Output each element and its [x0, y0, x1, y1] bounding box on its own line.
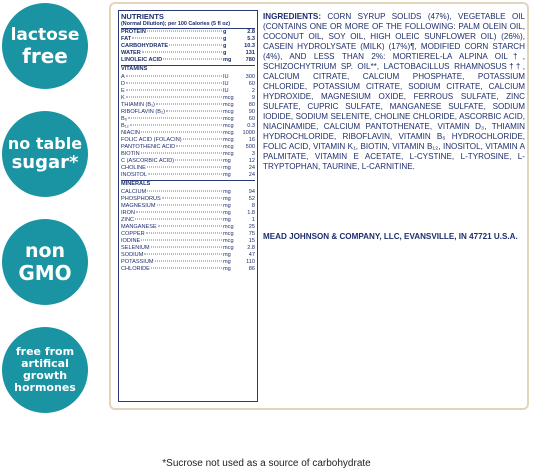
badge-text: GMO: [18, 260, 72, 285]
nutrient-value: 780: [245, 57, 255, 64]
dot-leader: [126, 96, 222, 97]
nutrient-name: COPPER: [121, 230, 145, 237]
dot-leader: [144, 253, 222, 254]
nutrient-row: [121, 116, 255, 123]
dot-leader: [130, 124, 222, 125]
nutrient-row: [121, 259, 255, 266]
nutrient-value: 90: [248, 108, 255, 115]
nutrient-unit: g: [223, 43, 227, 50]
dot-leader: [169, 45, 222, 46]
nutrient-value: 12: [248, 158, 255, 165]
nutrient-value: 110: [246, 259, 255, 265]
hormone-free-badge: [2, 327, 88, 413]
nutrient-value: 15: [248, 237, 255, 244]
nutrient-unit: mcg: [223, 151, 234, 158]
nutrient-row: [121, 196, 255, 203]
nutrient-value: 47: [248, 251, 255, 258]
nutrient-value: 1.8: [247, 209, 255, 216]
nutrient-name: E: [121, 87, 125, 94]
nutrient-value: 80: [248, 101, 255, 108]
nutrient-value: 8: [251, 202, 255, 209]
nutrient-row: [121, 137, 255, 144]
vitamin-rows: [121, 74, 255, 180]
nutrient-name: PHOSPHORUS: [121, 195, 161, 202]
nutrient-name: FOLIC ACID (FOLACIN): [121, 136, 182, 143]
nutrient-value: 86: [248, 266, 255, 273]
nutrient-unit: mcg: [223, 237, 234, 244]
badge-text: artifical: [21, 356, 69, 370]
nutrient-unit: IU: [223, 80, 229, 87]
nutrient-row: [121, 81, 255, 88]
badge-text: non: [24, 239, 66, 262]
badge-text: growth: [22, 369, 68, 382]
nutrient-name: CALCIUM: [121, 188, 147, 195]
ingredients-text: CORN SYRUP SOLIDS (47%), VEGETABLE OIL (CONTAINS ONE OR MORE OF THE FOLLOWING: PALM OLEIN OIL, COCONUT OIL, SOY OIL, HIGH OLEIC SUNFLOWER OIL) (26%), CASEIN HYDROLYSATE (MILK) (17%)¶, MODIFIED CORN STARCH (4%), AND LESS THAN 2%: MORTIEREL-LA ALPINA OIL†, SCHIZOCHYTRIUM SP. OIL**, LACTOBACILLUS RHAMNOSUS††, CALCIUM CITRATE, CALCIUM PHOSPHATE, POTASSIUM CHLORIDE, POTASSIUM CITRATE, SODIUM CITRATE, CALCIUM HYDROXIDE, MAGNESIUM OXIDE, FERROUS SULFATE, ZINC SULFATE, CUPRIC SULFATE, MANGANESE SULFATE, SODIUM IODIDE, SODIUM SELENITE, CHOLINE CHLORIDE, ASCORBIC ACID, NIACINAMIDE, CALCIUM PANTOTHENATE, VITAMIN D₃, THIAMIN HYDROCHLORIDE, RIBOFLAVIN, VITAMIN B₆ HYDROCHLORIDE, FOLIC ACID, VITAMIN K₁, BIOTIN, VITAMIN B₁₂, INOSITOL, VITAMIN A PALMITATE, VITAMIN E ACETATE, L-CYSTINE, L-TYROSINE, L-TRYPTOPHAN, TAURINE, L-CARNITINE.: [263, 12, 525, 172]
nutrient-name: RIBOFLAVIN (B₂): [121, 108, 166, 115]
nutrients-subtitle: (Normal Dilution); per 100 Calories (5 fl oz): [121, 21, 255, 29]
nutrient-value: 24: [248, 165, 255, 172]
dot-leader: [141, 131, 222, 132]
nutrient-unit: mcg: [223, 129, 234, 136]
dot-leader: [142, 52, 222, 53]
nutrient-row: [121, 50, 255, 57]
nutrient-row: [121, 151, 255, 158]
nutrient-unit: mg: [223, 202, 231, 209]
nutrient-value: 2: [251, 87, 255, 94]
nutrient-value: 2.8: [247, 244, 255, 251]
nutrient-value: 3: [251, 151, 255, 158]
dot-leader: [155, 261, 222, 262]
nutrient-name: ZINC: [121, 216, 135, 223]
nutrient-row: [121, 266, 255, 273]
nutrient-unit: mcg: [223, 136, 234, 143]
footnote: *Sucrose not used as a source of carbohydrate: [162, 458, 371, 469]
nutrient-value: 25: [248, 223, 255, 230]
nutrient-value: 2.8: [247, 29, 255, 35]
nutrient-unit: mcg: [223, 244, 234, 251]
nutrient-name: B₆: [121, 115, 127, 122]
nutrients-table: [118, 10, 258, 402]
manufacturer-line: MEAD JOHNSON & COMPANY, LLC, EVANSVILLE, IN 47721 U.S.A.: [263, 232, 518, 241]
nutrient-name: MAGNESIUM: [121, 202, 156, 209]
dot-leader: [176, 146, 222, 147]
dot-leader: [151, 246, 222, 247]
dot-leader: [135, 218, 222, 219]
nutrient-unit: mg: [223, 165, 231, 172]
nutrient-row: [121, 158, 255, 165]
dot-leader: [147, 31, 222, 32]
nutrient-name: LINOLEIC ACID: [121, 57, 163, 64]
nutrient-name: IRON: [121, 209, 135, 216]
nutrient-value: 5.3: [247, 36, 255, 43]
lactose-free-badge: [2, 3, 88, 89]
nutrient-name: K: [121, 94, 125, 101]
minerals-heading: MINERALS: [121, 180, 255, 188]
mineral-rows: [121, 189, 255, 274]
nutrient-name: POTASSIUM: [121, 259, 154, 265]
nutrient-row: [121, 123, 255, 130]
nutrient-row: [121, 203, 255, 210]
ingredients-label: INGREDIENTS:: [263, 12, 322, 21]
dot-leader: [183, 138, 222, 139]
badge-text: lactose: [10, 24, 80, 45]
nutrient-unit: g: [223, 36, 227, 43]
nutrient-row: [121, 165, 255, 172]
dot-leader: [166, 110, 222, 111]
nutrient-unit: mg: [223, 188, 231, 195]
nutrient-row: [121, 189, 255, 196]
dot-leader: [141, 153, 222, 154]
nutrient-row: [121, 172, 255, 179]
nutrient-name: NIACIN: [121, 129, 140, 136]
nutrient-name: B₁₂: [121, 122, 129, 129]
nutrient-value: 94: [248, 188, 255, 195]
nutrient-value: 1: [251, 216, 255, 223]
claim-badges: [0, 0, 98, 440]
dot-leader: [162, 197, 222, 198]
dot-leader: [126, 89, 222, 90]
nutrient-name: MANGANESE: [121, 223, 157, 230]
nutrient-row: [121, 36, 255, 43]
nutrient-name: SELENIUM: [121, 244, 150, 251]
nutrient-name: CARBOHYDRATE: [121, 43, 169, 50]
dot-leader: [148, 174, 222, 175]
nutrient-unit: mg: [223, 216, 231, 223]
nutrient-row: [121, 109, 255, 116]
non-gmo-badge: [2, 219, 88, 305]
nutrient-name: WATER: [121, 50, 141, 57]
nutrient-name: CHLORIDE: [121, 266, 150, 273]
dot-leader: [147, 190, 222, 191]
nutrient-unit: mcg: [223, 122, 234, 129]
nutrient-value: 500: [245, 144, 255, 150]
nutrient-value: 75: [248, 230, 255, 237]
nutrient-name: FAT: [121, 36, 132, 43]
dot-leader: [126, 82, 222, 83]
badge-text: hormones: [14, 381, 76, 395]
badge-text: free from: [15, 344, 75, 358]
dot-leader: [157, 204, 223, 205]
dot-leader: [136, 211, 222, 212]
nutrient-value: 52: [248, 195, 255, 202]
nutrient-value: 16: [248, 136, 255, 143]
nutrient-row: [121, 57, 255, 64]
nutrient-unit: g: [223, 29, 227, 35]
nutrient-unit: mcg: [223, 101, 234, 108]
nutrient-row: [121, 238, 255, 245]
nutrient-row: [121, 130, 255, 137]
dot-leader: [132, 38, 222, 39]
nutrient-unit: mcg: [223, 94, 234, 101]
nutrient-value: 1000: [242, 129, 255, 136]
nutrient-unit: mg: [223, 172, 231, 179]
dot-leader: [141, 239, 222, 240]
nutrient-unit: mcg: [223, 230, 234, 237]
nutrient-unit: g: [223, 50, 227, 57]
nutrient-row: [121, 43, 255, 50]
label-panel: [109, 2, 529, 410]
nutrient-row: [121, 74, 255, 81]
dot-leader: [146, 232, 222, 233]
nutrient-unit: IU: [223, 73, 229, 80]
dot-leader: [126, 75, 222, 76]
nutrient-row: [121, 245, 255, 252]
nutrient-value: 0.3: [247, 122, 255, 129]
no-table-sugar-badge: [2, 111, 88, 197]
ingredients-block: [263, 12, 525, 172]
nutrient-unit: mcg: [223, 115, 234, 122]
nutrient-name: BIOTIN: [121, 151, 140, 158]
nutrient-unit: mcg: [223, 144, 234, 150]
nutrient-name: SODIUM: [121, 251, 144, 258]
dot-leader: [163, 59, 222, 60]
dot-leader: [175, 160, 222, 161]
nutrient-row: [121, 224, 255, 231]
badge-text: sugar*: [11, 152, 79, 173]
nutrient-unit: mg: [223, 57, 232, 64]
nutrients-title: NUTRIENTS: [121, 12, 164, 21]
nutrient-name: A: [121, 73, 125, 80]
nutrient-name: THIAMIN (B₁): [121, 101, 155, 108]
nutrient-row: [121, 217, 255, 224]
nutrient-row: [121, 102, 255, 109]
nutrient-value: 60: [248, 115, 255, 122]
nutrient-row: [121, 144, 255, 151]
nutrient-unit: mcg: [223, 108, 234, 115]
nutrient-row: [121, 95, 255, 102]
nutrient-name: CHOLINE: [121, 165, 146, 172]
nutrient-unit: mg: [223, 195, 231, 202]
dot-leader: [156, 103, 222, 104]
nutrient-row: [121, 29, 255, 36]
nutrient-name: D: [121, 80, 126, 87]
dot-leader: [128, 117, 222, 118]
nutrient-row: [121, 231, 255, 238]
nutrient-unit: IU: [223, 87, 229, 94]
dot-leader: [147, 167, 222, 168]
nutrient-value: 60: [248, 80, 255, 87]
nutrient-name: PROTEIN: [121, 29, 146, 35]
dot-leader: [151, 268, 222, 269]
nutrient-value: 300: [245, 73, 255, 80]
nutrient-unit: mg: [223, 259, 231, 265]
dot-leader: [158, 225, 222, 226]
nutrient-unit: mg: [223, 251, 231, 258]
nutrient-unit: mg: [223, 266, 231, 273]
nutrient-row: [121, 88, 255, 95]
nutrient-name: C (ASCORBIC ACID): [121, 158, 175, 165]
vitamins-heading: VITAMINS: [121, 65, 255, 73]
nutrient-value: 9: [251, 94, 255, 101]
nutrient-value: 131: [245, 50, 255, 57]
main-nutrient-rows: [121, 29, 255, 64]
nutrient-unit: mg: [223, 158, 231, 165]
nutrient-value: 10.3: [244, 43, 255, 50]
nutrient-row: [121, 252, 255, 259]
badge-text: no table: [7, 134, 83, 153]
nutrient-name: PANTOTHENIC ACID: [121, 144, 176, 150]
badge-text: free: [22, 43, 68, 68]
nutrient-name: IODINE: [121, 237, 141, 244]
nutrient-row: [121, 210, 255, 217]
nutrient-value: 24: [248, 172, 255, 179]
nutrient-unit: mcg: [223, 223, 234, 230]
nutrient-unit: mg: [223, 209, 231, 216]
nutrient-name: INOSITOL: [121, 172, 148, 179]
